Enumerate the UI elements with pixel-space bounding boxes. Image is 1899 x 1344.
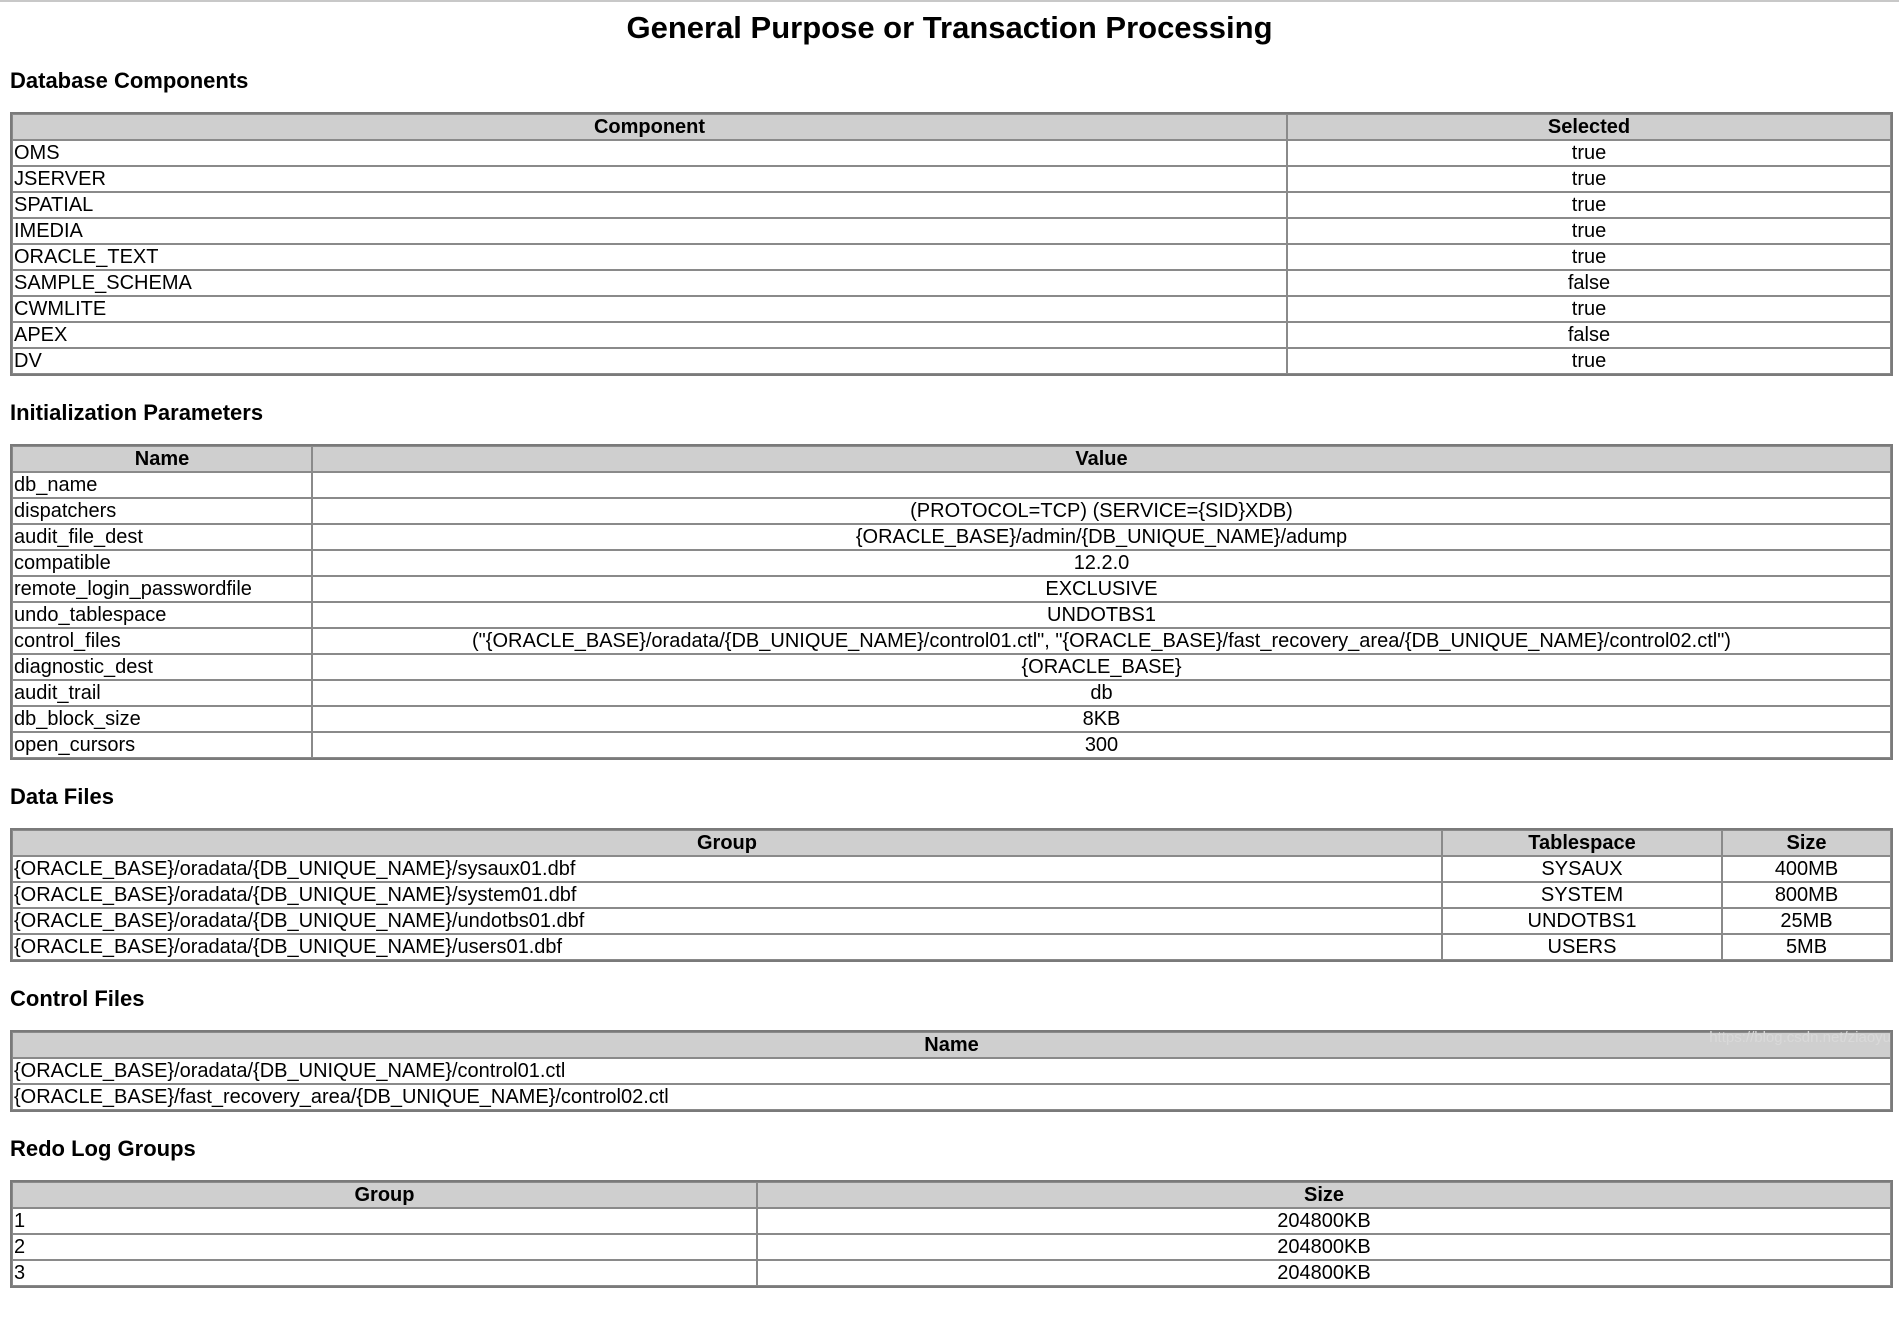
parameter-name: audit_trail	[12, 680, 312, 706]
parameter-name: compatible	[12, 550, 312, 576]
table-row	[12, 908, 1891, 934]
table-row	[12, 1234, 1891, 1260]
control-files-section	[10, 986, 1889, 1112]
data-files-table	[10, 828, 1893, 962]
table-row	[12, 348, 1891, 374]
redo-group-size: 204800KB	[757, 1208, 1891, 1234]
component-name: DV	[12, 348, 1287, 374]
data-files-section	[10, 784, 1889, 962]
section-heading-control-files: Control Files	[10, 986, 145, 1011]
database-components-section	[10, 68, 1889, 376]
table-row	[12, 654, 1891, 680]
component-name: ORACLE_TEXT	[12, 244, 1287, 270]
table-row	[12, 1058, 1891, 1084]
redo-group-size: 204800KB	[757, 1260, 1891, 1286]
redo-group-number: 3	[12, 1260, 757, 1286]
datafile-tablespace: SYSTEM	[1442, 882, 1722, 908]
parameter-name: dispatchers	[12, 498, 312, 524]
redo-group-number: 1	[12, 1208, 757, 1234]
datafile-path: {ORACLE_BASE}/oradata/{DB_UNIQUE_NAME}/users01.dbf	[12, 934, 1442, 960]
parameter-name: undo_tablespace	[12, 602, 312, 628]
parameter-value: {ORACLE_BASE}	[312, 654, 1891, 680]
watermark-text: https://blog.csdn.net/ziaoyu	[1709, 1029, 1891, 1046]
component-selected: false	[1287, 270, 1891, 296]
initialization-parameters-table	[10, 444, 1893, 760]
section-heading-redo-log-groups: Redo Log Groups	[10, 1136, 196, 1161]
parameter-value: ("{ORACLE_BASE}/oradata/{DB_UNIQUE_NAME}/control01.ctl", "{ORACLE_BASE}/fast_recovery_area/{DB_UNIQUE_NAME}/control02.ctl")	[312, 628, 1891, 654]
datafile-tablespace: SYSAUX	[1442, 856, 1722, 882]
component-selected: true	[1287, 192, 1891, 218]
redo-group-size: 204800KB	[757, 1234, 1891, 1260]
parameter-value	[312, 472, 1891, 498]
datafile-size: 5MB	[1722, 934, 1891, 960]
component-selected: true	[1287, 244, 1891, 270]
section-heading-data-files: Data Files	[10, 784, 114, 809]
column-header-group: Group	[12, 830, 1442, 856]
datafile-path: {ORACLE_BASE}/oradata/{DB_UNIQUE_NAME}/sysaux01.dbf	[12, 856, 1442, 882]
parameter-value: (PROTOCOL=TCP) (SERVICE={SID}XDB)	[312, 498, 1891, 524]
component-selected: true	[1287, 218, 1891, 244]
datafile-size: 400MB	[1722, 856, 1891, 882]
page-title: General Purpose or Transaction Processing	[626, 10, 1273, 45]
section-heading-initialization-parameters: Initialization Parameters	[10, 400, 264, 425]
table-row	[12, 244, 1891, 270]
column-header-selected: Selected	[1287, 114, 1891, 140]
component-selected: true	[1287, 140, 1891, 166]
table-header-row	[12, 446, 1891, 472]
parameter-name: audit_file_dest	[12, 524, 312, 550]
parameter-name: remote_login_passwordfile	[12, 576, 312, 602]
initialization-parameters-section	[10, 400, 1889, 760]
table-row	[12, 192, 1891, 218]
control-file-path: {ORACLE_BASE}/fast_recovery_area/{DB_UNIQUE_NAME}/control02.ctl	[12, 1084, 1891, 1110]
redo-log-groups-table	[10, 1180, 1893, 1288]
table-row	[12, 856, 1891, 882]
table-row	[12, 602, 1891, 628]
column-header-component: Component	[12, 114, 1287, 140]
component-name: OMS	[12, 140, 1287, 166]
table-row	[12, 882, 1891, 908]
table-row	[12, 550, 1891, 576]
parameter-value: 8KB	[312, 706, 1891, 732]
table-row	[12, 166, 1891, 192]
section-heading-database-components: Database Components	[10, 68, 249, 93]
datafile-size: 800MB	[1722, 882, 1891, 908]
control-files-table	[10, 1030, 1893, 1112]
component-name: APEX	[12, 322, 1287, 348]
table-row	[12, 296, 1891, 322]
table-row	[12, 1208, 1891, 1234]
database-components-table	[10, 112, 1893, 376]
table-row	[12, 1084, 1891, 1110]
table-row	[12, 524, 1891, 550]
parameter-value: {ORACLE_BASE}/admin/{DB_UNIQUE_NAME}/adump	[312, 524, 1891, 550]
table-header-row	[12, 830, 1891, 856]
component-selected: true	[1287, 166, 1891, 192]
datafile-tablespace: UNDOTBS1	[1442, 908, 1722, 934]
component-name: JSERVER	[12, 166, 1287, 192]
control-file-path: {ORACLE_BASE}/oradata/{DB_UNIQUE_NAME}/control01.ctl	[12, 1058, 1891, 1084]
column-header-tablespace: Tablespace	[1442, 830, 1722, 856]
column-header-value: Value	[312, 446, 1891, 472]
component-name: IMEDIA	[12, 218, 1287, 244]
parameter-name: open_cursors	[12, 732, 312, 758]
parameter-value: 12.2.0	[312, 550, 1891, 576]
parameter-value: EXCLUSIVE	[312, 576, 1891, 602]
column-header-size: Size	[757, 1182, 1891, 1208]
column-header-name: Name	[12, 1032, 1891, 1058]
table-row	[12, 270, 1891, 296]
table-header-row	[12, 1032, 1891, 1058]
table-header-row	[12, 114, 1891, 140]
table-row	[12, 934, 1891, 960]
table-row	[12, 628, 1891, 654]
report-page	[10, 0, 1889, 1288]
component-name: SPATIAL	[12, 192, 1287, 218]
table-row	[12, 1260, 1891, 1286]
table-row	[12, 498, 1891, 524]
component-selected: true	[1287, 296, 1891, 322]
component-selected: true	[1287, 348, 1891, 374]
datafile-tablespace: USERS	[1442, 934, 1722, 960]
parameter-value: UNDOTBS1	[312, 602, 1891, 628]
parameter-value: 300	[312, 732, 1891, 758]
component-selected: false	[1287, 322, 1891, 348]
redo-group-number: 2	[12, 1234, 757, 1260]
redo-log-groups-section	[10, 1136, 1889, 1288]
parameter-name: diagnostic_dest	[12, 654, 312, 680]
parameter-name: db_name	[12, 472, 312, 498]
table-row	[12, 140, 1891, 166]
column-header-size: Size	[1722, 830, 1891, 856]
parameter-value: db	[312, 680, 1891, 706]
column-header-name: Name	[12, 446, 312, 472]
table-row	[12, 680, 1891, 706]
table-row	[12, 322, 1891, 348]
table-row	[12, 218, 1891, 244]
table-row	[12, 472, 1891, 498]
column-header-group: Group	[12, 1182, 757, 1208]
table-row	[12, 732, 1891, 758]
component-name: CWMLITE	[12, 296, 1287, 322]
parameter-name: control_files	[12, 628, 312, 654]
parameter-name: db_block_size	[12, 706, 312, 732]
datafile-size: 25MB	[1722, 908, 1891, 934]
table-header-row	[12, 1182, 1891, 1208]
table-row	[12, 576, 1891, 602]
component-name: SAMPLE_SCHEMA	[12, 270, 1287, 296]
table-row	[12, 706, 1891, 732]
datafile-path: {ORACLE_BASE}/oradata/{DB_UNIQUE_NAME}/undotbs01.dbf	[12, 908, 1442, 934]
datafile-path: {ORACLE_BASE}/oradata/{DB_UNIQUE_NAME}/system01.dbf	[12, 882, 1442, 908]
